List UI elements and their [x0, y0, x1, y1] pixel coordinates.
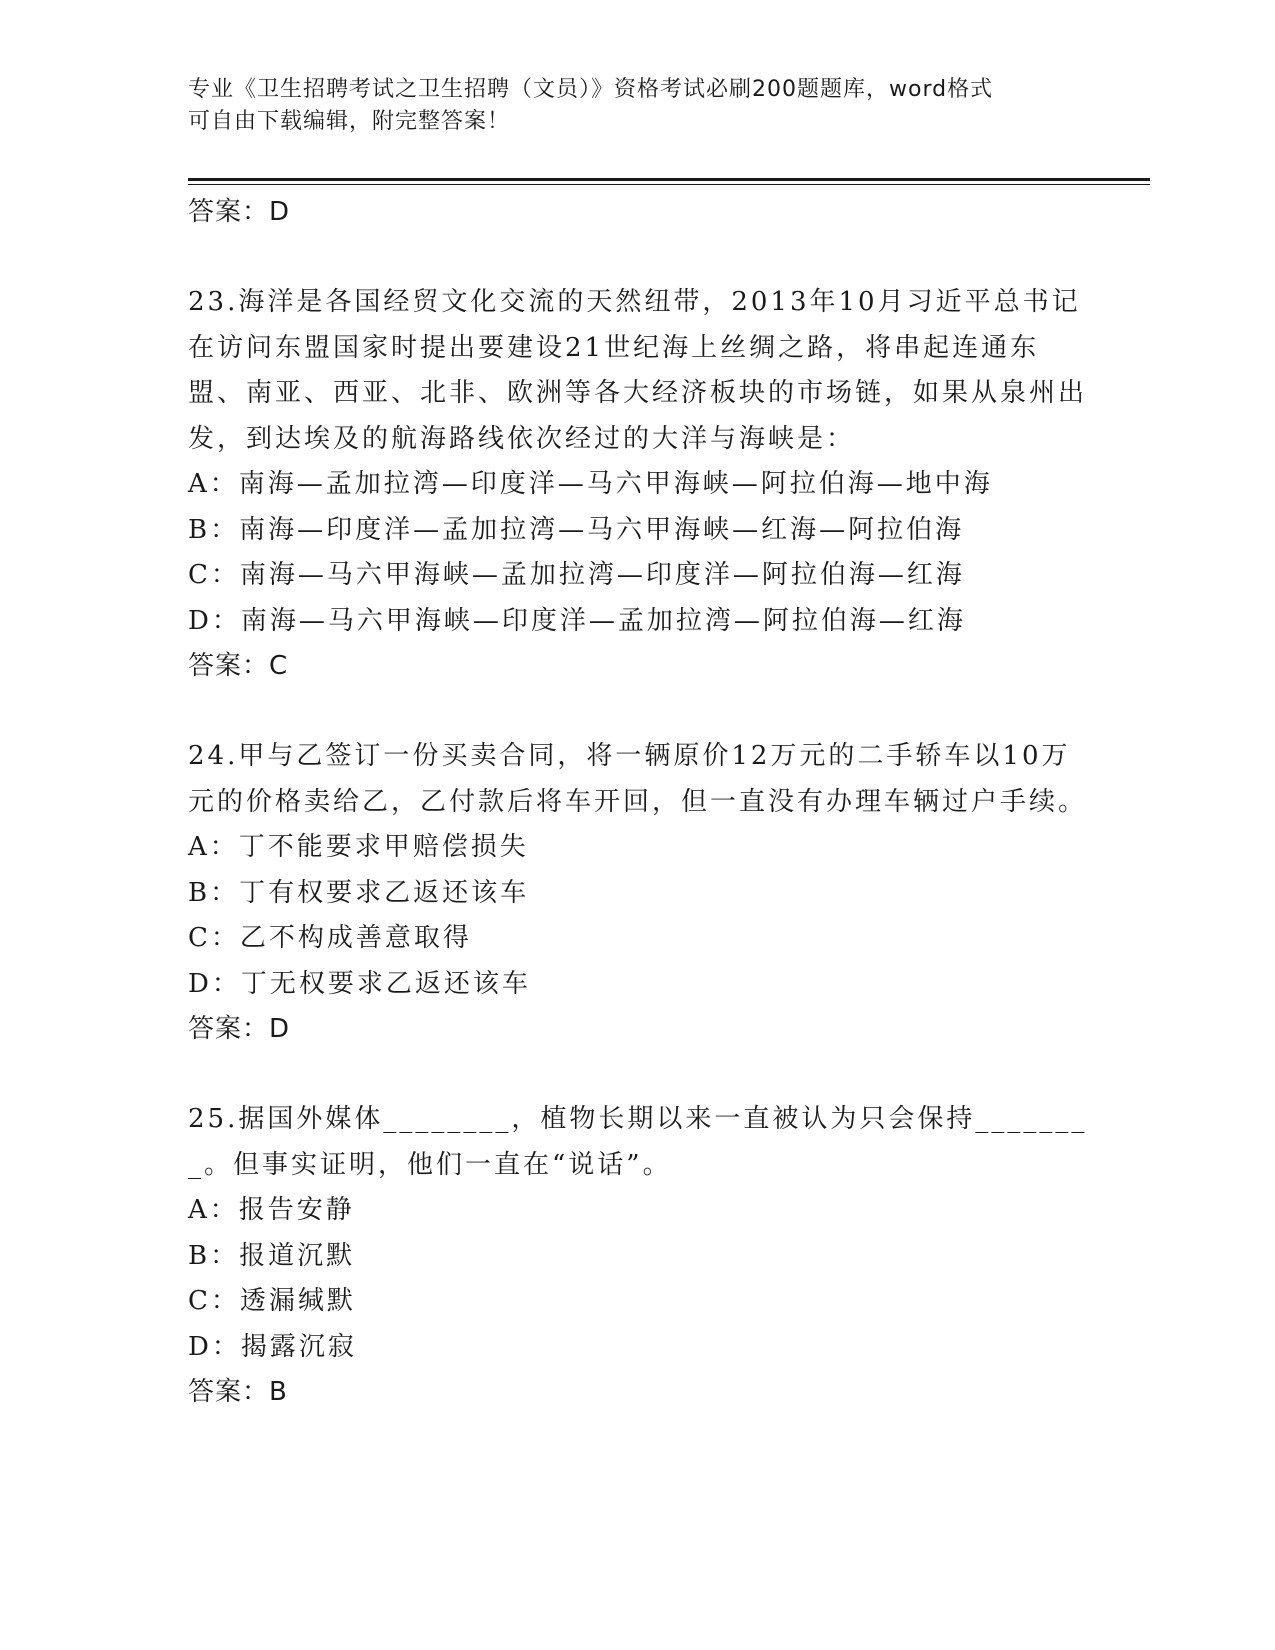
- spacer: [188, 688, 1088, 734]
- option-c: C：南海—马六甲海峡—孟加拉湾—印度洋—阿拉伯海—红海: [188, 560, 965, 590]
- option-c: C：乙不构成善意取得: [188, 923, 472, 953]
- option-a: A：南海—孟加拉湾—印度洋—马六甲海峡—阿拉伯海—地中海: [188, 469, 993, 499]
- question-block-24: [188, 734, 1088, 1051]
- option-a: A：报告安静: [188, 1195, 355, 1225]
- question-text: 24.甲与乙签订一份买卖合同，将一辆原价12万元的二手轿车以10万元的价格卖给乙，乙付款后将车开回，但一直没有办理车辆过户手续。: [188, 741, 1088, 817]
- option-b: B：南海—印度洋—孟加拉湾—马六甲海峡—红海—阿拉伯海: [188, 514, 965, 545]
- answer-label: 答案：C: [188, 651, 289, 681]
- question-text: 23.海洋是各国经贸文化交流的天然纽带，2013年10月习近平总书记在访问东盟国家时提出要建设21世纪海上丝绸之路，将串起连通东盟、南亚、西亚、北非、欧洲等各大经济板块的市场链，如果从泉州出发，到达埃及的航海路线依次经过的大洋与海峡是：: [188, 287, 1088, 454]
- document-header: [188, 74, 1088, 138]
- option-d: D：南海—马六甲海峡—印度洋—孟加拉湾—阿拉伯海—红海: [188, 605, 966, 636]
- option-d: D：丁无权要求乙返还该车: [188, 968, 531, 999]
- header-divider-thick: [188, 178, 1150, 181]
- previous-answer: 答案：D: [188, 197, 291, 227]
- spacer: [188, 1051, 1088, 1097]
- option-b: B：丁有权要求乙返还该车: [188, 877, 530, 908]
- spacer: [188, 234, 1088, 280]
- question-block-23: [188, 280, 1088, 688]
- question-block-25: [188, 1097, 1088, 1414]
- answer-label: 答案：B: [188, 1377, 288, 1407]
- question-list: [188, 190, 1088, 1414]
- option-d: D：揭露沉寂: [188, 1331, 357, 1362]
- option-a: A：丁不能要求甲赔偿损失: [188, 832, 529, 862]
- answer-label: 答案：D: [188, 1014, 291, 1044]
- option-c: C：透漏缄默: [188, 1286, 356, 1316]
- header-divider-thin: [188, 184, 1150, 185]
- header-title-line-2: 可自由下载编辑，附完整答案！: [188, 109, 511, 134]
- header-title-line-1: 专业《卫生招聘考试之卫生招聘（文员）》资格考试必刷200题题库，word格式: [188, 77, 994, 102]
- question-text: 25.据国外媒体________，植物长期以来一直被认为只会保持________。但事实证明，他们一直在“说话”。: [188, 1104, 1088, 1180]
- option-b: B：报道沉默: [188, 1240, 356, 1271]
